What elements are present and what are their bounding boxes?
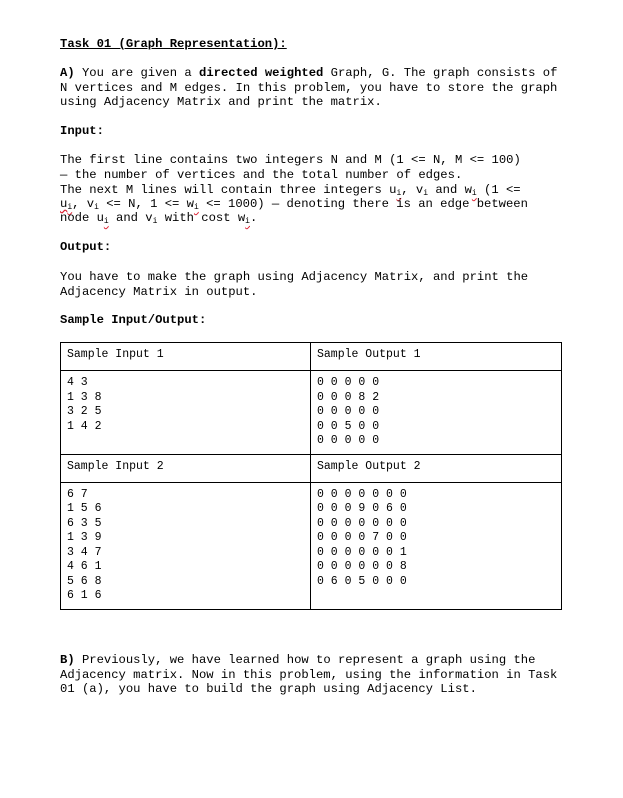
sample-io-table — [60, 342, 562, 610]
sample-heading: Sample Input/Output: — [60, 313, 207, 327]
part-a-bold-text: directed weighted — [199, 66, 324, 80]
part-a-text-1: You are given a — [81, 66, 199, 80]
sample-input-2: 6 7 1 5 6 6 3 5 1 3 9 3 4 7 4 6 1 5 6 8 6 1 6 — [61, 482, 311, 609]
part-a-paragraph — [60, 66, 570, 110]
sample-output-2: 0 0 0 0 0 0 0 0 0 0 9 0 6 0 0 0 0 0 0 0 0 0 0 0 0 7 0 0 0 0 0 0 0 0 1 0 0 0 0 0 0 8 0 6 0 5 0 0 0 — [311, 482, 562, 609]
part-b-paragraph — [60, 653, 570, 697]
input-line-2: — the number of vertices and the total number of edges. — [60, 168, 463, 182]
part-a-text-2: Graph, G. The graph consists of N vertices and M edges. In this problem, you have to store the graph using Adjacency Matrix and print the matrix. — [60, 66, 558, 109]
part-b-label: B) — [60, 653, 75, 667]
input-line-3: The next M lines will contain three integers $u_i$, $v_i$ and $w_i$ (1 <= — [60, 183, 521, 198]
sample-input-1: 4 3 1 3 8 3 2 5 1 4 2 — [61, 371, 311, 455]
table-row — [61, 454, 562, 482]
input-heading: Input: — [60, 124, 104, 138]
sample-output-1: 0 0 0 0 0 0 0 0 8 2 0 0 0 0 0 0 0 5 0 0 0 0 0 0 0 — [311, 371, 562, 455]
table-row — [61, 371, 562, 455]
part-a-label: A) — [60, 66, 75, 80]
task-title: Task 01 (Graph Representation): — [60, 37, 287, 51]
sample-output-1-label: Sample Output 1 — [311, 343, 562, 371]
input-line-5: node $u_i$ and $v_i$ with cost $w_i$. — [60, 211, 258, 226]
output-paragraph: You have to make the graph using Adjacency Matrix, and print the Adjacency Matrix in output. — [60, 270, 529, 299]
sample-output-2-label: Sample Output 2 — [311, 454, 562, 482]
table-row — [61, 482, 562, 609]
input-line-4: $u_i$, $v_i <= N$, $1 <= w_i <= 1000$) — denoting there is an edge between — [60, 197, 528, 212]
table-row — [61, 343, 562, 371]
sample-input-2-label: Sample Input 2 — [61, 454, 311, 482]
output-heading: Output: — [60, 240, 112, 254]
input-line-1: The first line contains two integers N and M (1 <= N, M <= 100) — [60, 153, 521, 167]
part-b-text: Previously, we have learned how to represent a graph using the Adjacency matrix. Now in this problem, using the information in Task 01 (a), you have to build the graph using Adjacency List. — [60, 653, 558, 696]
sample-input-1-label: Sample Input 1 — [61, 343, 311, 371]
